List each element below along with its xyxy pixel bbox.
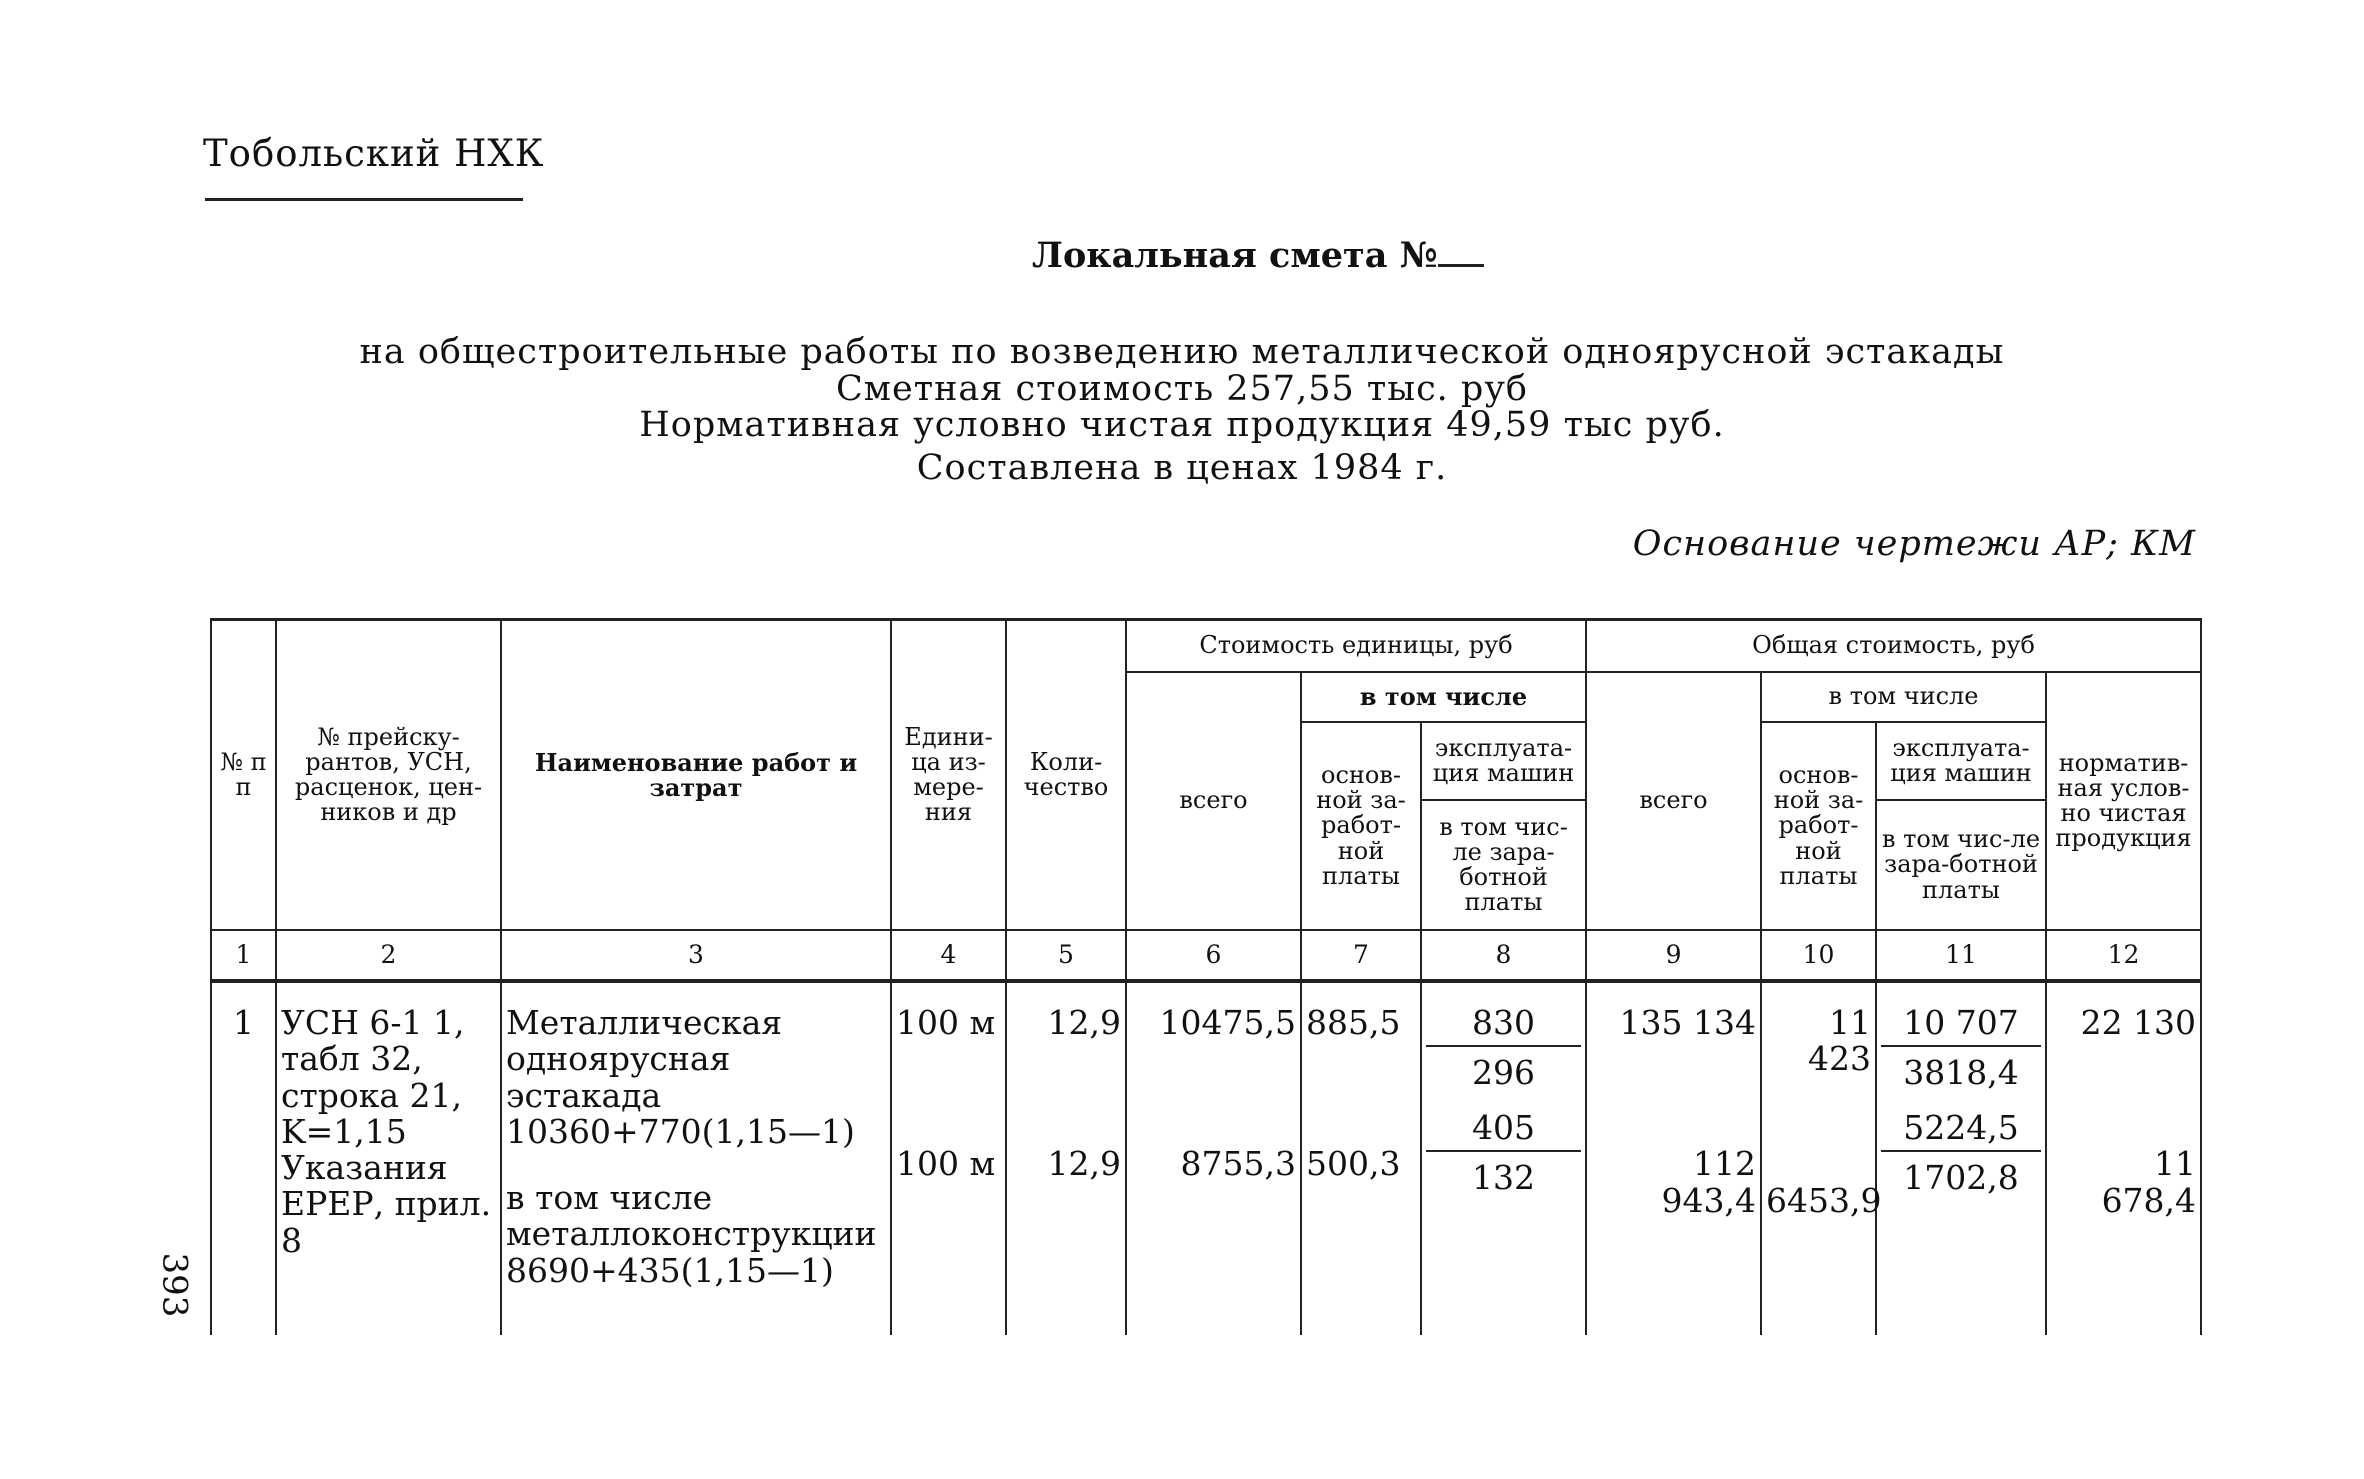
row-name-sub: в том числе металлоконструкции 8690+435(1,15—1) (506, 1178, 877, 1290)
header-total-machines-wage: в том чис-ле зара-ботной платы (1876, 800, 2046, 930)
document-title (1032, 235, 1484, 276)
row-total-machines-wage-sub: 1702,8 (1903, 1157, 2019, 1197)
header-unit-base-wage: основ-ной за-работ-ной платы (1301, 722, 1421, 930)
col-number: 1 (211, 930, 276, 981)
row-unit-machines-wage-main: 296 (1472, 1053, 1535, 1093)
row-total-machines-cell (1876, 981, 2046, 1335)
col-number: 5 (1006, 930, 1126, 981)
row-norm-main: 22 130 (2080, 1003, 2197, 1042)
row-qty-main: 12,9 (1047, 1003, 1121, 1042)
row-unit-machines-main: 830 (1426, 1005, 1581, 1047)
header-qty: Коли-чество (1006, 620, 1126, 931)
header-total-all: всего (1586, 672, 1761, 930)
header-pricelist: № прейску-рантов, УСН, расценок, цен-ников и др (276, 620, 501, 931)
organization-underline (205, 198, 523, 201)
row-unit-machines-wage-sub: 132 (1472, 1157, 1535, 1197)
header-unit-machines-wage: в том чис-ле зара-ботной платы (1421, 800, 1586, 930)
col-number: 2 (276, 930, 501, 981)
subtitle-net-product: Нормативная условно чистая продукция 49,59 тыс руб. (639, 405, 1725, 445)
row-unit-sub: 100 м (896, 1144, 996, 1184)
row-name-cell (501, 981, 891, 1335)
row-unit-all-main: 10475,5 (1159, 1003, 1296, 1042)
subtitle-works: на общестроительные работы по возведению металлической одноярусной эстакады (359, 332, 2005, 372)
estimate-number-blank (1438, 238, 1484, 267)
row-unit-machines-sub: 405 (1426, 1110, 1581, 1152)
subtitle-prices-year: Составлена в ценах 1984 г. (916, 448, 1448, 488)
row-unit-main: 100 м (896, 1003, 996, 1042)
table-row (211, 981, 2201, 1335)
row-num: 1 (211, 981, 276, 1335)
row-total-wage-cell (1761, 981, 1882, 1335)
header-unit: Едини-ца из-мере-ния (891, 620, 1006, 931)
row-total-machines-sub: 5224,5 (1881, 1110, 2041, 1152)
col-number: 9 (1586, 930, 1761, 981)
row-pricelist: УСН 6-1 1, табл 32, строка 21, K=1,15 Указания ЕРЕР, прил. 8 (276, 981, 501, 1335)
header-total-incl: в том числе (1761, 672, 2046, 722)
col-number: 6 (1126, 930, 1301, 981)
row-total-all-main: 135 134 (1619, 1003, 1757, 1042)
col-number: 4 (891, 930, 1006, 981)
row-total-wage-main: 11 423 (1808, 1003, 1872, 1079)
row-unit-all-cell (1126, 981, 1301, 1335)
header-total-base-wage: основ-ной за-работ-ной платы (1761, 722, 1876, 930)
header-total-cost: Общая стоимость, руб (1586, 620, 2201, 673)
row-total-machines-wage-main: 3818,4 (1903, 1053, 2019, 1093)
col-number: 11 (1876, 930, 2046, 981)
estimate-table (210, 618, 2202, 1335)
row-unit-machines-cell (1421, 981, 1586, 1335)
header-unit-incl: в том числе (1301, 672, 1586, 722)
row-name-main: Металлическая одноярусная эстакада 10360+770(1,15—1) (506, 1003, 855, 1151)
row-norm-sub: 11 678,4 (2101, 1144, 2197, 1220)
col-number: 8 (1421, 930, 1586, 981)
row-unit-wage-sub: 500,3 (1306, 1144, 1401, 1184)
header-total-machines: эксплуата-ция машин (1876, 722, 2046, 800)
page-number: 393 (154, 1252, 195, 1318)
subtitle-estimated-cost: Сметная стоимость 257,55 тыс. руб (835, 369, 1529, 409)
header-unit-cost: Стоимость единицы, руб (1126, 620, 1586, 673)
row-norm-cell (2046, 981, 2201, 1335)
row-unit-all-sub: 8755,3 (1180, 1144, 1296, 1184)
document-title-text: Локальная смета № (1032, 235, 1438, 276)
header-name: Наименование работ и затрат (501, 620, 891, 931)
col-number: 12 (2046, 930, 2201, 981)
row-qty-cell (1006, 981, 1126, 1335)
col-number: 10 (1761, 930, 1876, 981)
header-unit-all: всего (1126, 672, 1301, 930)
row-qty-sub: 12,9 (1047, 1144, 1121, 1184)
row-total-all-cell (1586, 981, 1761, 1335)
col-number: 3 (501, 930, 891, 981)
col-number: 7 (1301, 930, 1421, 981)
row-unit-wage-main: 885,5 (1306, 1003, 1401, 1042)
header-num: № п п (211, 620, 276, 931)
row-total-machines-main: 10 707 (1881, 1005, 2041, 1047)
header-unit-machines: эксплуата-ция машин (1421, 722, 1586, 800)
row-unit-cell (891, 981, 1006, 1335)
row-total-all-sub: 112 943,4 (1661, 1144, 1757, 1220)
organization-name: Тобольский НХК (203, 132, 545, 175)
basis-note: Основание чертежи АР; КМ (1632, 524, 2196, 564)
row-unit-wage-cell (1301, 981, 1421, 1335)
header-norm-product: норматив-ная услов-но чистая продукция (2046, 672, 2201, 930)
row-total-wage-sub: 6453,9 (1766, 1180, 1882, 1220)
